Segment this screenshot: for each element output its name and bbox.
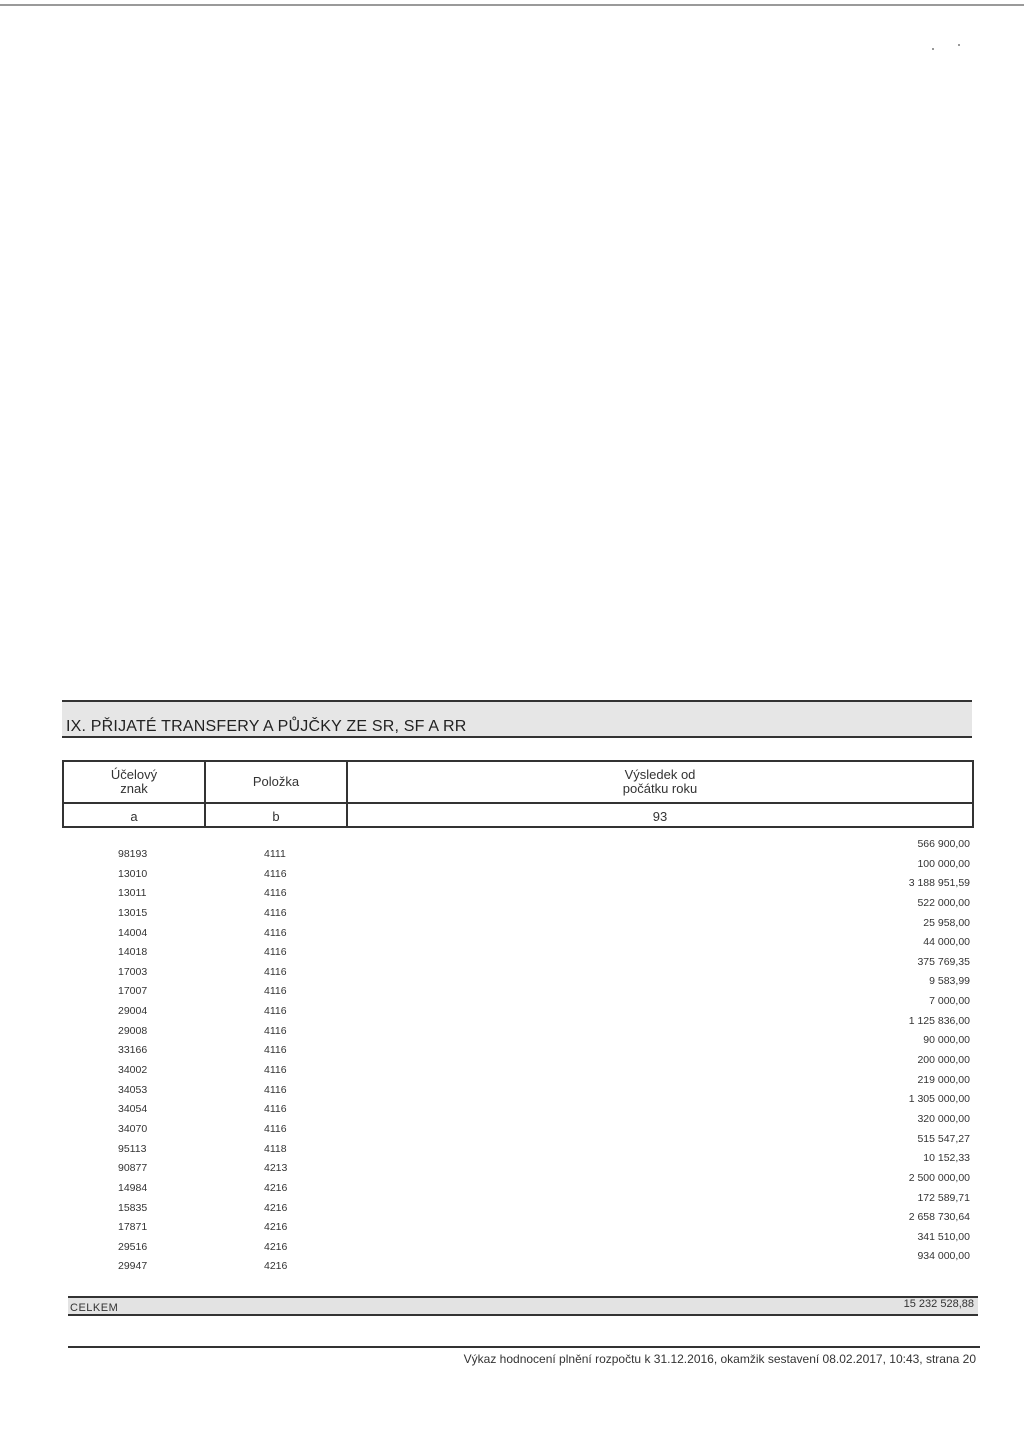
table-row xyxy=(62,1213,974,1233)
row-item: 4213 xyxy=(264,1162,288,1175)
row-item: 4116 xyxy=(264,1103,287,1116)
row-code: 13011 xyxy=(118,887,147,900)
row-code: 17003 xyxy=(118,965,148,978)
row-value: 566 900,00 xyxy=(917,838,970,850)
row-item: 4116 xyxy=(264,1044,287,1057)
row-code: 29008 xyxy=(118,1024,148,1037)
col-sub-b: b xyxy=(206,802,346,828)
row-item: 4116 xyxy=(264,1024,287,1037)
table-row xyxy=(62,1132,974,1155)
row-code: 34070 xyxy=(118,1122,148,1135)
table-row xyxy=(62,1056,974,1076)
row-item: 4116 xyxy=(264,1122,287,1135)
table-row xyxy=(62,916,974,939)
col-sub-a: a xyxy=(64,802,204,828)
row-item: 4216 xyxy=(264,1201,288,1214)
row-value: 341 510,00 xyxy=(917,1230,970,1243)
row-code: 13010 xyxy=(118,867,148,880)
col-polozka: Položka xyxy=(252,774,300,789)
row-code: 29516 xyxy=(118,1240,148,1253)
table-row xyxy=(62,896,974,919)
total-label: CELKEM xyxy=(70,1302,119,1314)
table-row xyxy=(62,997,974,1017)
row-code: 13015 xyxy=(118,906,148,919)
table-row xyxy=(62,1014,974,1037)
table-row xyxy=(62,955,974,978)
row-value: 172 589,71 xyxy=(917,1191,970,1204)
row-value: 1 125 836,00 xyxy=(908,1014,970,1027)
row-value: 90 000,00 xyxy=(923,1034,970,1047)
row-item: 4118 xyxy=(264,1142,287,1155)
table-row xyxy=(62,1252,974,1272)
row-value: 375 769,35 xyxy=(917,955,970,968)
row-value: 515 547,27 xyxy=(917,1132,970,1145)
row-value: 9 583,99 xyxy=(929,975,970,988)
row-item: 4116 xyxy=(264,946,287,959)
row-code: 34053 xyxy=(118,1083,148,1096)
row-code: 15835 xyxy=(118,1201,148,1214)
row-code: 90877 xyxy=(118,1162,148,1175)
table-row xyxy=(62,1171,974,1194)
row-value: 200 000,00 xyxy=(917,1054,970,1067)
table-row xyxy=(62,1230,974,1253)
row-item: 4116 xyxy=(264,965,287,978)
table-row xyxy=(62,1095,974,1115)
row-code: 14984 xyxy=(118,1181,148,1194)
row-value: 2 658 730,64 xyxy=(908,1211,970,1224)
table-row xyxy=(62,1112,974,1135)
col-sub-93: 93 xyxy=(348,802,972,828)
row-item: 4116 xyxy=(264,1083,287,1096)
row-code: 33166 xyxy=(118,1044,148,1057)
report-footer: Výkaz hodnocení plnění rozpočtu k 31.12.2016, okamžik sestavení 08.02.2017, 10:43, strana 20 xyxy=(463,1352,976,1366)
scan-speck xyxy=(958,44,960,46)
table-row xyxy=(62,1191,974,1214)
table-row xyxy=(62,938,974,958)
table-row xyxy=(62,840,974,860)
column-header xyxy=(62,760,974,828)
table-row xyxy=(62,1154,974,1174)
row-item: 4111 xyxy=(264,848,286,860)
row-item: 4116 xyxy=(264,1005,287,1018)
row-value: 44 000,00 xyxy=(923,936,970,949)
row-value: 219 000,00 xyxy=(917,1073,970,1086)
row-value: 320 000,00 xyxy=(917,1112,970,1125)
row-item: 4216 xyxy=(264,1240,288,1253)
table-row xyxy=(62,879,974,899)
table-row xyxy=(62,977,974,997)
row-value: 934 000,00 xyxy=(917,1250,970,1263)
row-item: 4116 xyxy=(264,985,287,998)
table-row xyxy=(62,857,974,880)
row-item: 4116 xyxy=(264,906,287,919)
row-value: 522 000,00 xyxy=(917,896,970,909)
row-item: 4216 xyxy=(264,1181,288,1194)
row-code: 34002 xyxy=(118,1064,148,1077)
footer-rule xyxy=(68,1346,980,1348)
table-row xyxy=(62,1073,974,1096)
row-item: 4116 xyxy=(264,867,287,880)
section-title: IX. PŘIJATÉ TRANSFERY A PŮJČKY ZE SR, SF A RR xyxy=(66,718,467,735)
row-code: 34054 xyxy=(118,1103,148,1116)
section-header xyxy=(62,700,972,738)
row-code: 98193 xyxy=(118,848,148,860)
row-value: 25 958,00 xyxy=(923,916,970,929)
row-value: 10 152,33 xyxy=(923,1152,970,1165)
total-value: 15 232 528,88 xyxy=(903,1298,974,1310)
row-item: 4116 xyxy=(264,1064,287,1077)
row-value: 7 000,00 xyxy=(929,995,970,1008)
row-item: 4216 xyxy=(264,1260,288,1273)
data-rows xyxy=(62,840,974,1272)
total-row xyxy=(68,1296,978,1316)
scan-top-edge xyxy=(0,4,1024,6)
row-item: 4216 xyxy=(264,1221,288,1234)
row-code: 29004 xyxy=(118,1005,148,1018)
row-code: 29947 xyxy=(118,1260,148,1273)
row-item: 4116 xyxy=(264,926,287,939)
row-code: 14018 xyxy=(118,946,148,959)
row-code: 14004 xyxy=(118,926,148,939)
col-ucelovy-znak: Účelový znak xyxy=(110,767,158,796)
col-vysledek: Výsledek od počátku roku xyxy=(622,767,698,796)
row-code: 17871 xyxy=(118,1221,148,1234)
row-value: 2 500 000,00 xyxy=(908,1171,970,1184)
table-row xyxy=(62,1036,974,1056)
row-code: 17007 xyxy=(118,985,148,998)
row-item: 4116 xyxy=(264,887,287,900)
row-value: 3 188 951,59 xyxy=(908,877,970,890)
scan-speck xyxy=(932,48,934,50)
row-value: 100 000,00 xyxy=(917,857,970,870)
row-code: 95113 xyxy=(118,1142,147,1155)
row-value: 1 305 000,00 xyxy=(908,1093,970,1106)
